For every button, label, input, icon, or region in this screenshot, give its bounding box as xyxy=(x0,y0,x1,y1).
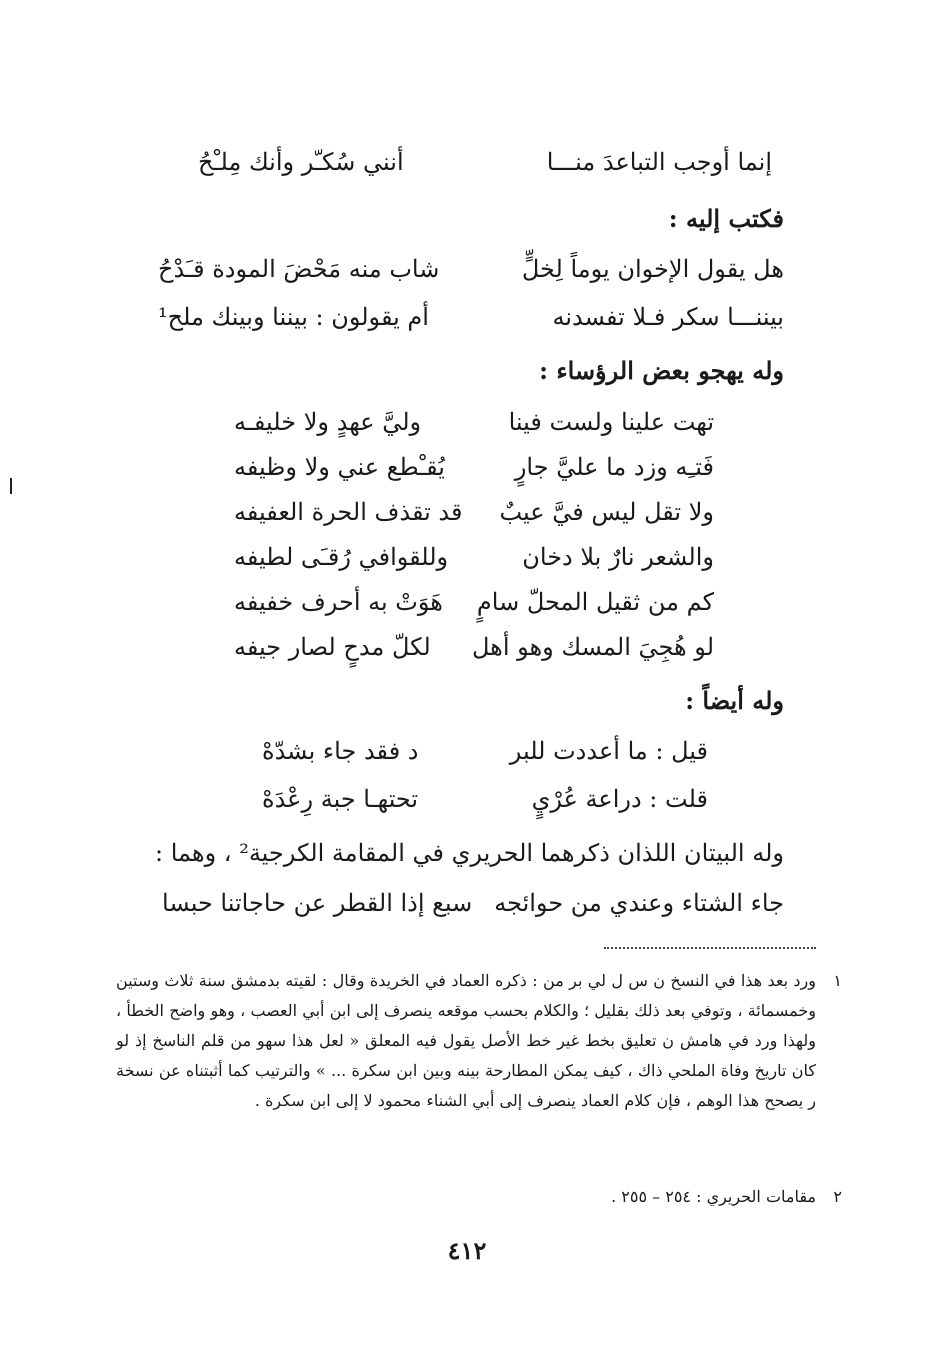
verse-second-hemistich: لكلّ مدحٍ لصار جيفه xyxy=(234,633,431,661)
verse-second-hemistich: سبع إذا القطر عن حاجاتنا حبسا xyxy=(162,889,473,917)
footnote-2 xyxy=(116,1182,842,1212)
verse-first-hemistich: والشعر نارٌ بلا دخان xyxy=(522,543,714,571)
verse-first-hemistich: قيل : ما أعددت للبر xyxy=(509,737,708,765)
verse-first-hemistich: تهت علينا ولست فينا xyxy=(508,408,714,436)
footnote-number: ١ xyxy=(833,971,842,990)
margin-mark xyxy=(10,478,12,494)
verse-second-hemistich: هَوَتْ به أحرف خفيفه xyxy=(234,588,443,616)
verse-second-hemistich: أم يقولون : بيننا وبينك ملح¹ xyxy=(158,303,429,331)
verse-first-hemistich: قلت : دراعة عُرْيٍ xyxy=(531,785,708,813)
verse-first-hemistich: لو هُجِيَ المسك وهو أهل xyxy=(471,633,714,661)
prose-kataba: فكتب إليه : xyxy=(668,204,784,233)
verse-second-hemistich: قد تقذف الحرة العفيفه xyxy=(234,498,463,526)
footnote-separator xyxy=(604,947,816,949)
prose-aydan: وله أيضاً : xyxy=(685,686,784,715)
verse-second-hemistich: شاب منه مَحْضَ المودة قـَدْحُ xyxy=(158,255,440,283)
footnote-number: ٢ xyxy=(833,1187,842,1206)
verse-first-hemistich: إنما أوجب التباعدَ منـــا xyxy=(546,148,772,176)
verse-first-hemistich: هل يقول الإخوان يوماً لِخلٍّ xyxy=(521,255,784,283)
prose-hija: وله يهجو بعض الرؤساء : xyxy=(539,356,784,385)
verse-second-hemistich: وللقوافي رُقـَى لطيفه xyxy=(234,543,449,571)
verse-second-hemistich: تحتهـا جبة رِعْدَهْ xyxy=(262,785,419,813)
verse-second-hemistich: أنني سُكـّر وأنك مِلـْحُ xyxy=(198,148,404,176)
prose-baytan: وله البيتان اللذان ذكرهما الحريري في المقامة الكرجية² ، وهما : xyxy=(155,839,784,867)
verse-first-hemistich: فَتـِه وزد ما عليَّ جارٍ xyxy=(514,453,714,481)
verse-first-hemistich: جاء الشتاء وعندي من حوائجه xyxy=(494,889,784,917)
footnote-text: مقامات الحريري : ٢٥٤ – ٢٥٥ . xyxy=(611,1187,816,1206)
footnote-1 xyxy=(116,966,842,1116)
verse-second-hemistich: يُقـْطع عني ولا وظيفه xyxy=(234,453,445,481)
verse-first-hemistich: بيننـــا سكر فـلا تفسدنه xyxy=(552,303,784,331)
verse-second-hemistich: د فقد جاء بشدّهْ xyxy=(262,737,419,765)
verse-first-hemistich: كم من ثقيل المحلّ سامٍ xyxy=(476,588,714,616)
verse-second-hemistich: وليَّ عهدٍ ولا خليفـه xyxy=(234,408,422,436)
footnote-text: ورد بعد هذا في النسخ ن س ل لي بر من : ذكره العماد في الخريدة وقال : لقيته بدمشق سنة ثلاث وستين وخمسمائة ، وتوفي بعد ذلك بقليل ؛ والكلام بحسب موقعه ينصرف إلى ابن أبي العصب ، وهو واضح الخطأ ، ولهذا ورد في هامش ن تعليق بخط غير خط الأصل يقول فيه المعلق « لعل هذا سهو من قلم الناسخ إذ لو كان تاريخ وفاة الملحي ذاك ، كيف يمكن المطارحة بينه وبين ابن سكرة ... » والترتيب كما أثبتناه عن نسخة ر يصحح هذا الوهم ، فإن كلام العماد ينصرف إلى أبي الشناء محمود لا إلى ابن سكرة . xyxy=(116,971,817,1110)
page-number: ٤١٢ xyxy=(447,1236,487,1265)
verse-first-hemistich: ولا تقل ليس فيَّ عيبٌ xyxy=(499,498,714,526)
